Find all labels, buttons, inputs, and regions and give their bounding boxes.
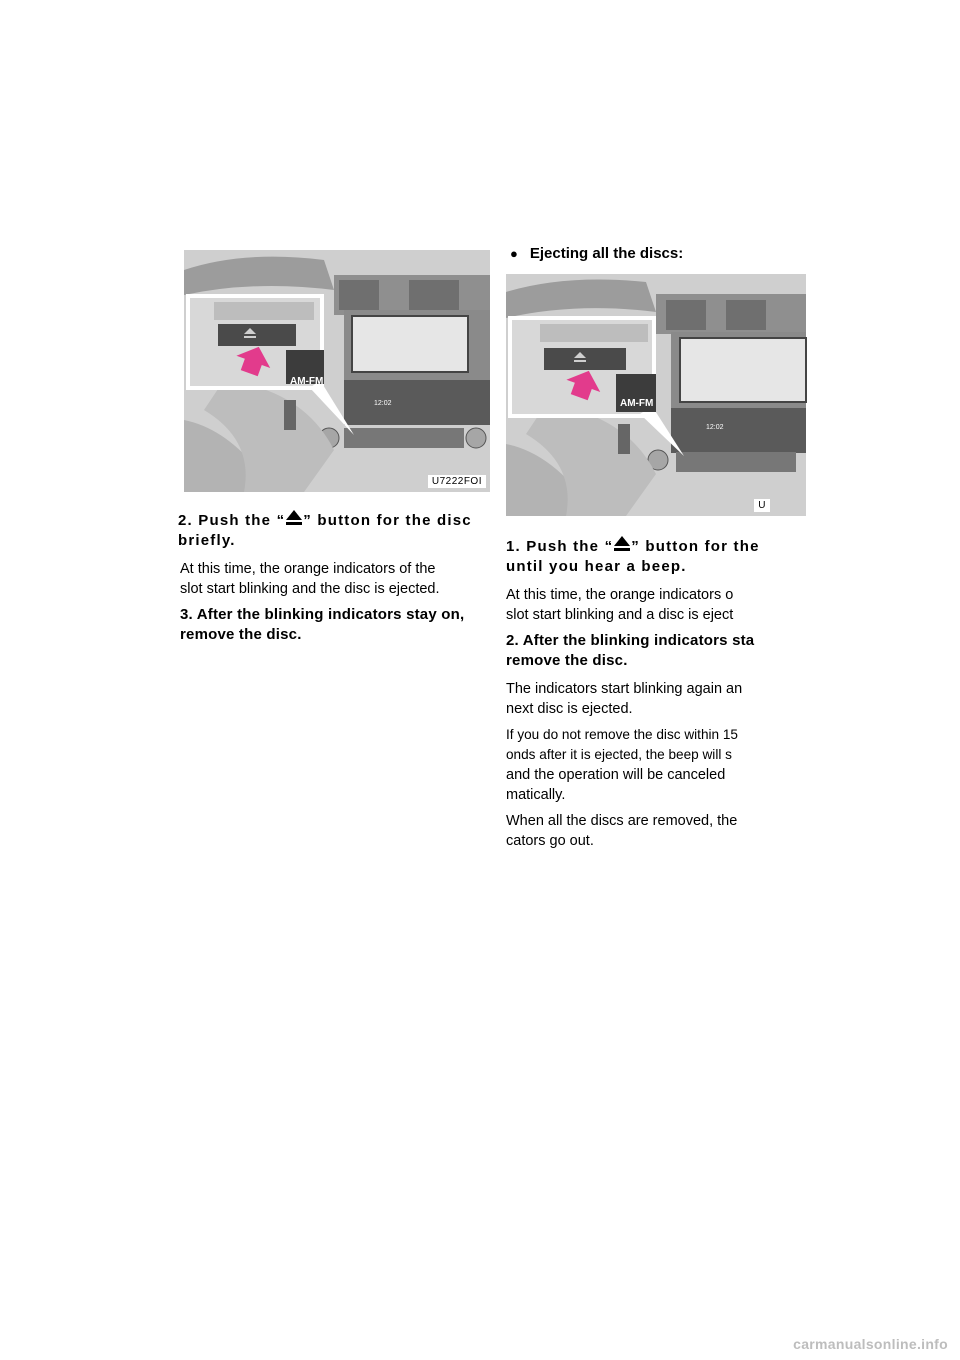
- dashboard-illustration-right: [506, 274, 806, 516]
- step-2: [178, 510, 490, 551]
- right-para-2-line1: The indicators start blinking again an: [506, 681, 743, 697]
- right-step-1-after: ” button for the: [631, 538, 760, 555]
- para-1: [180, 559, 490, 599]
- right-para-3-line4: matically.: [506, 787, 566, 803]
- section-heading: [510, 245, 774, 262]
- dash-clock-left: 12:02: [374, 400, 392, 407]
- para-1-line1: At this time, the orange indicators of the: [180, 561, 436, 577]
- right-column: [506, 245, 774, 849]
- right-para-3-line3: and the operation will be canceled: [506, 767, 726, 783]
- inset-label-left: AM-FM: [290, 376, 324, 387]
- right-para-1-line1: At this time, the orange indicators o: [506, 587, 734, 603]
- figure-code-right: U: [754, 499, 770, 512]
- right-para-3-line2: onds after it is ejected, the beep will s: [506, 747, 732, 762]
- right-para-4-line2: cators go out.: [506, 833, 594, 849]
- bullet-icon: ●: [510, 246, 518, 261]
- heading-text: Ejecting all the discs:: [529, 245, 684, 262]
- dash-clock-right: 12:02: [706, 424, 724, 431]
- eject-icon: [285, 510, 303, 526]
- right-step-2: 2. After the blinking indicators sta: [506, 632, 755, 649]
- right-para-3: [506, 725, 774, 805]
- right-para-1: [506, 585, 774, 625]
- right-para-4-line1: When all the discs are removed, the: [506, 813, 738, 829]
- step-3-cont: remove the disc.: [180, 626, 302, 643]
- step-2-text: 2. Push the “: [178, 512, 286, 529]
- right-para-2: [506, 679, 774, 719]
- right-step-1-text: 1. Push the “: [506, 538, 614, 555]
- right-step-2-cont: remove the disc.: [506, 652, 628, 669]
- right-para-2-line2: next disc is ejected.: [506, 701, 633, 717]
- dashboard-illustration-left: [184, 250, 490, 492]
- dashboard-drawing: [184, 250, 490, 492]
- right-para-4: [506, 811, 774, 851]
- right-para-3-line1: If you do not remove the disc within 15: [506, 727, 738, 742]
- step-2-cont: briefly.: [178, 532, 236, 549]
- left-column: [178, 250, 490, 670]
- dashboard-drawing-right: [506, 274, 806, 516]
- inset-label-right: AM-FM: [620, 398, 654, 409]
- figure-code: U7222FOI: [428, 475, 486, 488]
- right-step-1: [506, 536, 774, 577]
- right-para-1-line2: slot start blinking and a disc is eject: [506, 607, 734, 623]
- right-step-1-cont: until you hear a beep.: [506, 558, 687, 575]
- step-2-text-after: ” button for the disc: [303, 512, 472, 529]
- step-3: 3. After the blinking indicators stay on,: [180, 606, 465, 623]
- eject-icon-right: [613, 536, 631, 552]
- footer-watermark[interactable]: carmanualsonline.info: [793, 1336, 948, 1352]
- para-1-line2: slot start blinking and the disc is ejected.: [180, 581, 440, 597]
